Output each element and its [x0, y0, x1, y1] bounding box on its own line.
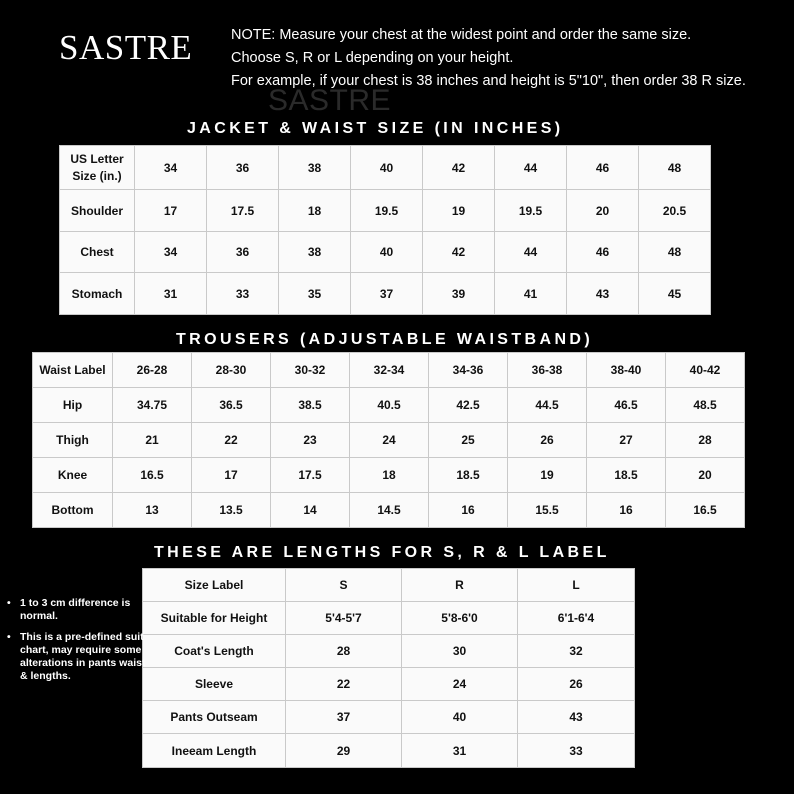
- table-cell: 19.5: [495, 190, 567, 232]
- table-cell: 17: [192, 458, 271, 493]
- table-cell: 31: [135, 273, 207, 315]
- table-cell: 26: [518, 668, 635, 701]
- table-cell: 45: [639, 273, 711, 315]
- measurement-note: [231, 24, 791, 93]
- table-cell: 26: [508, 423, 587, 458]
- table-cell: 19: [508, 458, 587, 493]
- table-row: [143, 701, 635, 734]
- size-header: 40: [351, 146, 423, 190]
- row-label: Bottom: [33, 493, 113, 528]
- table-cell: 18.5: [587, 458, 666, 493]
- side-note: • This is a pre-defined suit chart, may require some alterations in pants waist & lengths.: [20, 631, 150, 683]
- table-cell: 18.5: [429, 458, 508, 493]
- header-label: Size Label: [143, 569, 286, 602]
- table-cell: 35: [279, 273, 351, 315]
- size-header: S: [286, 569, 402, 602]
- table-cell: 23: [271, 423, 350, 458]
- table-cell: 17.5: [271, 458, 350, 493]
- table-row: [143, 668, 635, 701]
- size-header: 38: [279, 146, 351, 190]
- brand-logo: SASTRE: [59, 28, 193, 67]
- row-label: Thigh: [33, 423, 113, 458]
- table-cell: 24: [350, 423, 429, 458]
- note-line: Choose S, R or L depending on your height.: [231, 50, 514, 66]
- lengths-size-table: [142, 568, 635, 768]
- table-cell: 19.5: [351, 190, 423, 232]
- size-header: 38-40: [587, 353, 666, 388]
- table-cell: 5'8-6'0: [402, 602, 518, 635]
- table-cell: 28: [666, 423, 745, 458]
- table-cell: 40: [402, 701, 518, 734]
- jacket-section-title: JACKET & WAIST SIZE (IN INCHES): [187, 120, 564, 137]
- row-label: Hip: [33, 388, 113, 423]
- table-cell: 39: [423, 273, 495, 315]
- table-row: [143, 602, 635, 635]
- size-header: 26-28: [113, 353, 192, 388]
- table-cell: 20.5: [639, 190, 711, 232]
- table-cell: 34.75: [113, 388, 192, 423]
- table-cell: 13.5: [192, 493, 271, 528]
- watermark: SASTRE: [268, 84, 392, 117]
- table-row: [33, 458, 745, 493]
- table-cell: 37: [286, 701, 402, 734]
- table-cell: 31: [402, 734, 518, 768]
- table-cell: 46.5: [587, 388, 666, 423]
- table-cell: 44: [495, 232, 567, 273]
- table-cell: 32: [518, 635, 635, 668]
- row-label: Shoulder: [60, 190, 135, 232]
- table-row: [60, 190, 711, 232]
- table-cell: 38.5: [271, 388, 350, 423]
- trousers-section-title: TROUSERS (ADJUSTABLE WAISTBAND): [176, 331, 594, 348]
- table-header-row: [33, 353, 745, 388]
- size-header: 34: [135, 146, 207, 190]
- table-cell: 40.5: [350, 388, 429, 423]
- row-label: Sleeve: [143, 668, 286, 701]
- table-cell: 20: [567, 190, 639, 232]
- header-label: Waist Label: [33, 353, 113, 388]
- size-header: R: [402, 569, 518, 602]
- table-cell: 42: [423, 232, 495, 273]
- table-cell: 19: [423, 190, 495, 232]
- note-line: NOTE: Measure your chest at the widest point and order the same size.: [231, 27, 692, 43]
- row-label: Stomach: [60, 273, 135, 315]
- table-cell: 30: [402, 635, 518, 668]
- table-cell: 22: [192, 423, 271, 458]
- table-cell: 18: [350, 458, 429, 493]
- table-cell: 48.5: [666, 388, 745, 423]
- table-cell: 37: [351, 273, 423, 315]
- size-header: 32-34: [350, 353, 429, 388]
- size-header: 30-32: [271, 353, 350, 388]
- table-cell: 46: [567, 232, 639, 273]
- row-label: Coat's Length: [143, 635, 286, 668]
- header-label: US Letter Size (in.): [60, 146, 135, 190]
- size-header: 48: [639, 146, 711, 190]
- table-cell: 34: [135, 232, 207, 273]
- table-row: [143, 734, 635, 768]
- table-cell: 13: [113, 493, 192, 528]
- table-row: [33, 388, 745, 423]
- row-label: Chest: [60, 232, 135, 273]
- table-cell: 22: [286, 668, 402, 701]
- trousers-size-table: [32, 352, 745, 528]
- table-cell: 28: [286, 635, 402, 668]
- row-label: Knee: [33, 458, 113, 493]
- table-row: [33, 493, 745, 528]
- size-header: 46: [567, 146, 639, 190]
- table-cell: 43: [518, 701, 635, 734]
- size-header: 40-42: [666, 353, 745, 388]
- table-cell: 14.5: [350, 493, 429, 528]
- table-cell: 5'4-5'7: [286, 602, 402, 635]
- table-row: [33, 423, 745, 458]
- table-cell: 6'1-6'4: [518, 602, 635, 635]
- table-cell: 24: [402, 668, 518, 701]
- row-label: Ineeam Length: [143, 734, 286, 768]
- table-cell: 16.5: [113, 458, 192, 493]
- size-header: 28-30: [192, 353, 271, 388]
- row-label: Pants Outseam: [143, 701, 286, 734]
- side-note: • 1 to 3 cm difference is normal.: [20, 597, 150, 623]
- table-cell: 25: [429, 423, 508, 458]
- table-cell: 15.5: [508, 493, 587, 528]
- table-cell: 36: [207, 232, 279, 273]
- table-cell: 44.5: [508, 388, 587, 423]
- lengths-section-title: THESE ARE LENGTHS FOR S, R & L LABEL: [154, 544, 610, 561]
- table-cell: 48: [639, 232, 711, 273]
- table-row: [60, 232, 711, 273]
- table-cell: 27: [587, 423, 666, 458]
- table-cell: 41: [495, 273, 567, 315]
- table-cell: 36.5: [192, 388, 271, 423]
- table-header-row: [60, 146, 711, 190]
- row-label: Suitable for Height: [143, 602, 286, 635]
- side-notes: [6, 597, 150, 691]
- table-cell: 18: [279, 190, 351, 232]
- table-cell: 16.5: [666, 493, 745, 528]
- size-header: 42: [423, 146, 495, 190]
- table-cell: 29: [286, 734, 402, 768]
- size-header: 36: [207, 146, 279, 190]
- table-row: [60, 273, 711, 315]
- table-cell: 17: [135, 190, 207, 232]
- jacket-size-table: [59, 145, 711, 315]
- table-header-row: [143, 569, 635, 602]
- table-cell: 33: [518, 734, 635, 768]
- table-cell: 38: [279, 232, 351, 273]
- table-cell: 21: [113, 423, 192, 458]
- table-cell: 33: [207, 273, 279, 315]
- table-cell: 43: [567, 273, 639, 315]
- size-header: L: [518, 569, 635, 602]
- size-header: 36-38: [508, 353, 587, 388]
- table-cell: 14: [271, 493, 350, 528]
- size-header: 34-36: [429, 353, 508, 388]
- table-cell: 20: [666, 458, 745, 493]
- table-row: [143, 635, 635, 668]
- table-cell: 16: [587, 493, 666, 528]
- table-cell: 40: [351, 232, 423, 273]
- table-cell: 16: [429, 493, 508, 528]
- note-line: For example, if your chest is 38 inches and height is 5"10", then order 38 R size.: [231, 73, 746, 89]
- table-cell: 42.5: [429, 388, 508, 423]
- size-header: 44: [495, 146, 567, 190]
- table-cell: 17.5: [207, 190, 279, 232]
